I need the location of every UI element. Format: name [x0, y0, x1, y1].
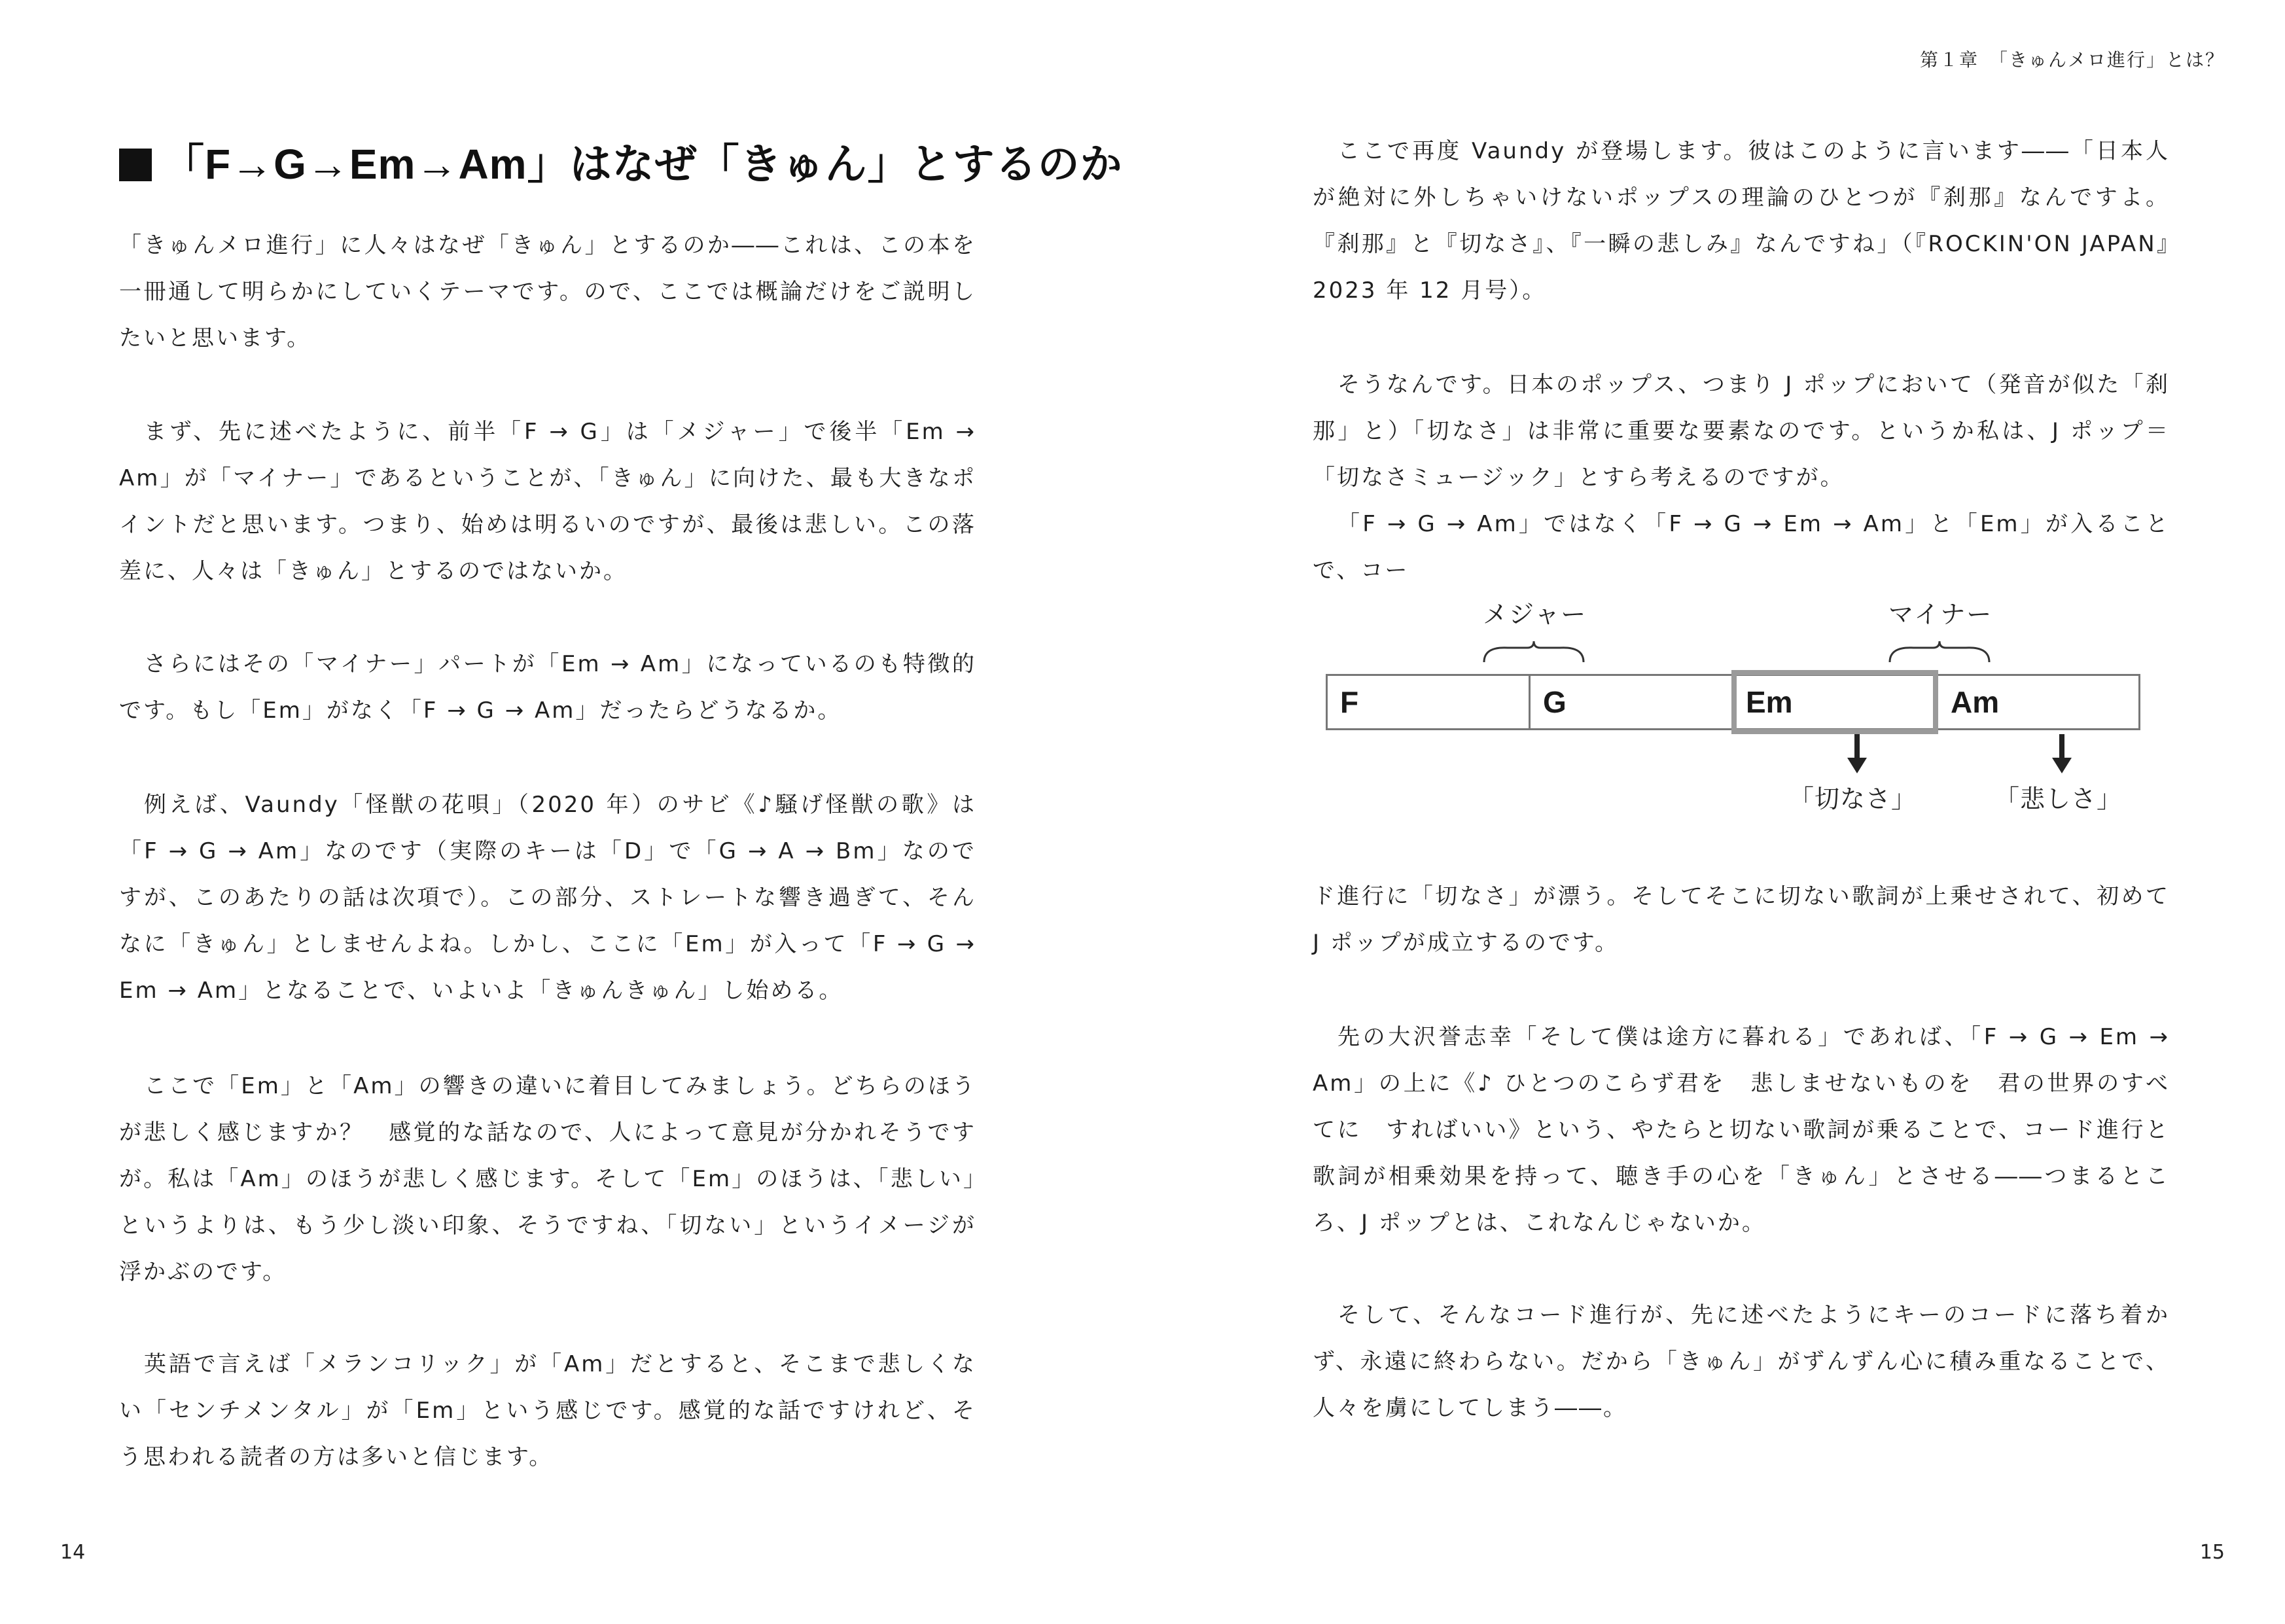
- chord-cell-am: Am: [1951, 685, 2000, 719]
- minor-brace-icon: [1887, 640, 1992, 666]
- running-head: 第１章 「きゅんメロ進行」とは？: [1919, 49, 2225, 71]
- paragraph: そうなんです。日本のポップス、つまり J ポップにおいて（発音が似た「刹那」と）「切なさ」は非常に重要な要素なのです。というか私は、J ポップ＝「切なさミュージック」とすら考えるのですが。: [1313, 372, 2170, 491]
- chord-cell-em: Em: [1746, 685, 1793, 719]
- paragraph: そして、そんなコード進行が、先に述べたようにキーのコードに落ち着かず、永遠に終わらない。だから「きゅん」がずんずん心に積み重なることで、人々を虜にしてしまう――。: [1313, 1302, 2170, 1421]
- am-caption: 「悲しさ」: [1994, 785, 2123, 813]
- chord-cell-g: G: [1543, 685, 1567, 719]
- paragraph: さらにはその「マイナー」パートが「Em → Am」になっているのも特徴的です。もし「Em」がなく「F → G → Am」だったらどうなるか。: [119, 651, 976, 724]
- chord-progression-diagram: [1326, 582, 2150, 831]
- page-number-left: 14: [60, 1541, 86, 1564]
- paragraph: ここで「Em」と「Am」の響きの違いに着目してみましょう。どちらのほうが悲しく感じますか？ 感覚的な話なので、人によって意見が分かれそうですが。私は「Am」のほうが悲しく感じます。そして「Em」のほうは、「悲しい」というよりは、もう少し淡い印象、そうですね、「切ない」というイメージが浮かぶのです。: [119, 1073, 976, 1285]
- major-brace-icon: [1481, 640, 1586, 666]
- paragraph: ここで再度 Vaundy が登場します。彼はこのように言います――「日本人が絶対に外しちゃいけないポップスの理論のひとつが『刹那』なんですよ。『刹那』と『切なさ』、『一瞬の悲しみ』なんですね」（『ROCKIN'ON JAPAN』2023 年 12 月号）。: [1313, 138, 2170, 304]
- em-caption: 「切なさ」: [1789, 785, 1917, 813]
- paragraph: 例えば、Vaundy「怪獣の花唄」（2020 年）のサビ《♪騒げ怪獣の歌》は「F → G → Am」なのです（実際のキーは「D」で「G → A → Bm」なのですが、このあたりの話は次項で）。この部分、ストレートな響き過ぎて、そんなに「きゅん」としませんよね。しかし、ここに「Em」が入って「F → G → Em → Am」となることで、いよいよ「きゅんきゅん」し始める。: [119, 792, 976, 1004]
- down-arrow-icon: [2052, 734, 2072, 775]
- chord-cell-f: F: [1340, 685, 1359, 719]
- paragraph: 「F → G → Am」ではなく「F → G → Em → Am」と「Em」が入ることで、コー: [1313, 511, 2170, 584]
- minor-label: マイナー: [1888, 600, 1993, 629]
- down-arrow-icon: [1847, 734, 1867, 775]
- section-heading-text: 「F→G→Em→Am」はなぜ「きゅん」とするのか: [162, 141, 1123, 188]
- major-label: メジャー: [1483, 600, 1587, 629]
- section-heading: [119, 131, 1123, 191]
- paragraph: 先の大沢誉志幸「そして僕は途方に暮れる」であれば、「F → G → Em → Am」の上に《♪ ひとつのこらず君を 悲しませないものを 君の世界のすべてに すればいい》という、やたらと切ない歌詞が乗ることで、コード進行と歌詞が相乗効果を持って、聴き手の心を「きゅん」とさせる――つまるところ、J ポップとは、これなんじゃないか。: [1313, 1024, 2170, 1236]
- em-highlight-frame: [1731, 670, 1938, 734]
- paragraph: まず、先に述べたように、前半「F → G」は「メジャー」で後半「Em → Am」が「マイナー」であるということが、「きゅん」に向けた、最も大きなポイントだと思います。つまり、始めは明るいのですが、最後は悲しい。この落差に、人々は「きゅん」とするのではないか。: [119, 419, 976, 584]
- black-square-icon: [119, 149, 152, 181]
- paragraph: 英語で言えば「メランコリック」が「Am」だとすると、そこまで悲しくない「センチメンタル」が「Em」という感じです。感覚的な話ですけれど、そう思われる読者の方は多いと信じます。: [119, 1351, 976, 1470]
- paragraph: ド進行に「切なさ」が漂う。そしてそこに切ない歌詞が上乗せされて、初めて J ポップが成立するのです。: [1313, 883, 2170, 956]
- page-number-right: 15: [2199, 1541, 2225, 1564]
- paragraph: 「きゅんメロ進行」に人々はなぜ「きゅん」とするのか――これは、この本を一冊通して明らかにしていくテーマです。ので、ここでは概論だけをご説明したいと思います。: [119, 232, 976, 351]
